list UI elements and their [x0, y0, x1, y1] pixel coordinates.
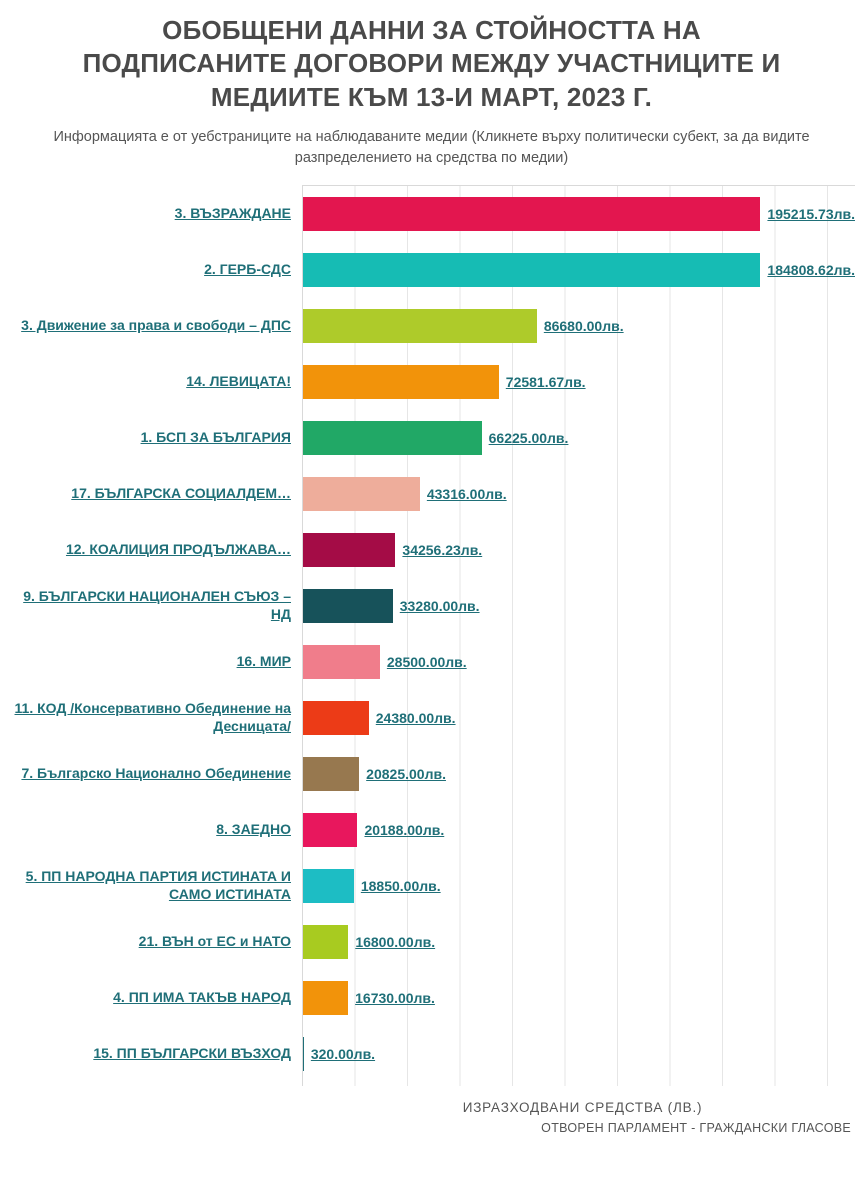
bar[interactable] [303, 701, 369, 735]
bar-value-label[interactable]: 16800.00лв. [355, 933, 436, 950]
bar[interactable] [303, 589, 393, 623]
bar[interactable] [303, 757, 359, 791]
bar-category-label[interactable]: 12. КОАЛИЦИЯ ПРОДЪЛЖАВА… [65, 541, 291, 558]
bar-row [138, 914, 855, 970]
bar-row [174, 186, 855, 242]
bar[interactable] [303, 309, 537, 343]
bar[interactable] [303, 981, 348, 1015]
bar-category-label[interactable]: 17. БЪЛГАРСКА СОЦИАЛДЕМ… [71, 485, 291, 502]
bar-category-label[interactable]: 7. Българско Национално Обединение [21, 765, 291, 782]
bar-category-label[interactable]: 15. ПП БЪЛГАРСКИ ВЪЗХОД [93, 1045, 291, 1062]
bar-value-label[interactable]: 66225.00лв. [488, 429, 569, 446]
bar-value-label[interactable]: 195215.73лв. [767, 205, 855, 222]
bar-chart-plot-area [14, 185, 855, 1086]
bar-row [236, 634, 855, 690]
bar[interactable] [303, 813, 357, 847]
bar[interactable] [303, 925, 348, 959]
bar-category-label[interactable]: 8. ЗАЕДНО [216, 821, 291, 838]
bar-category-label[interactable]: 1. БСП ЗА БЪЛГАРИЯ [140, 429, 291, 446]
bar-rows [14, 186, 855, 1086]
bar-category-label[interactable]: 21. ВЪН от ЕС и НАТО [138, 933, 291, 950]
bar-row [23, 578, 855, 634]
bar-category-label[interactable]: 16. МИР [236, 653, 291, 670]
bar-category-label[interactable]: 5. ПП НАРОДНА ПАРТИЯ ИСТИНАТА И САМО ИСТИНАТА [25, 868, 291, 902]
bar[interactable] [303, 197, 760, 231]
bar-value-label[interactable]: 18850.00лв. [360, 877, 441, 894]
bar-value-label[interactable]: 34256.23лв. [402, 541, 483, 558]
bar[interactable] [303, 365, 499, 399]
bar[interactable] [303, 477, 420, 511]
bar-value-label[interactable]: 20825.00лв. [366, 765, 446, 782]
bar-row [21, 746, 855, 802]
bar-row [71, 466, 855, 522]
bar[interactable] [303, 421, 482, 455]
bar-row [93, 1026, 855, 1082]
bar-category-label[interactable]: 2. ГЕРБ-СДС [204, 261, 291, 278]
bar[interactable] [303, 645, 380, 679]
bar[interactable] [303, 533, 395, 567]
bar[interactable] [303, 869, 354, 903]
bar-row [113, 970, 855, 1026]
bar-category-label[interactable]: 3. Движение за права и свободи – ДПС [21, 317, 291, 334]
bar-row [65, 522, 855, 578]
bar-value-label[interactable]: 33280.00лв. [399, 597, 480, 614]
bar-value-label[interactable]: 24380.00лв. [375, 709, 456, 726]
bar-value-label[interactable]: 20188.00лв. [364, 821, 445, 838]
x-axis-title: ИЗРАЗХОДВАНИ СРЕДСТВА (ЛВ.) [462, 1099, 703, 1115]
bar-row [216, 802, 855, 858]
source-credit: ОТВОРЕН ПАРЛАМЕНТ - ГРАЖДАНСКИ ГЛАСОВЕ [541, 1120, 851, 1135]
bar[interactable] [303, 1037, 304, 1071]
page-subtitle: Информацията е от уебстраниците на наблюдаваните медии (Кликнете върху политически субект, за да видите разпределението на средства по медии) [53, 128, 810, 166]
bar-category-label[interactable]: 11. КОД /Консервативно Обединение на Десницата/ [14, 700, 291, 734]
bar-value-label[interactable]: 28500.00лв. [386, 653, 467, 670]
bar[interactable] [303, 253, 760, 287]
bar-value-label[interactable]: 43316.00лв. [426, 485, 507, 502]
bar-row [140, 410, 855, 466]
bar-row [204, 242, 855, 298]
bar-category-label[interactable]: 9. БЪЛГАРСКИ НАЦИОНАЛЕН СЪЮЗ – НД [23, 588, 291, 622]
bar-value-label[interactable]: 72581.67лв. [505, 373, 586, 390]
bar-value-label[interactable]: 184808.62лв. [767, 261, 855, 278]
bar-row [186, 354, 855, 410]
chart-container [0, 185, 863, 1135]
bar-category-label[interactable]: 14. ЛЕВИЦАТА! [186, 373, 291, 390]
bar-row [14, 690, 855, 746]
page-title: ОБОБЩЕНИ ДАННИ ЗА СТОЙНОСТТА НА ПОДПИСАНИТЕ ДОГОВОРИ МЕЖДУ УЧАСТНИЦИТЕ И МЕДИИТЕ КЪМ 13-И МАРТ, 2023 Г. [82, 15, 781, 112]
bar-row [25, 858, 855, 914]
bar-category-label[interactable]: 4. ПП ИМА ТАКЪВ НАРОД [113, 989, 291, 1006]
bar-value-label[interactable]: 16730.00лв. [355, 989, 435, 1006]
bar-value-label[interactable]: 86680.00лв. [543, 317, 624, 334]
bar-value-label[interactable]: 320.00лв. [310, 1045, 376, 1062]
bar-category-label[interactable]: 3. ВЪЗРАЖДАНЕ [174, 205, 291, 222]
bar-row [21, 298, 855, 354]
